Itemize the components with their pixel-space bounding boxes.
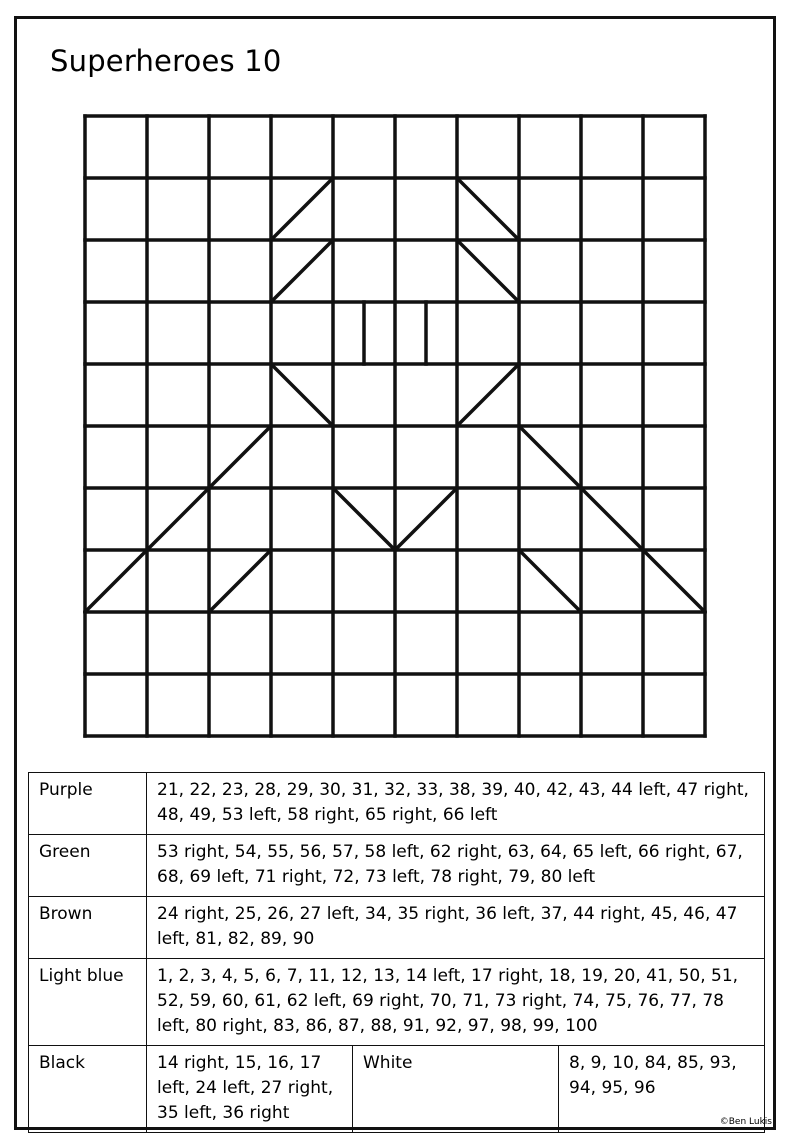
cell-diagonal — [519, 550, 581, 612]
color-key-table — [28, 772, 765, 1133]
key-cell-list: 14 right, 15, 16, 17 left, 24 left, 27 right, 35 left, 36 right — [147, 1046, 353, 1133]
cell-diagonal — [85, 550, 147, 612]
key-color-label: White — [353, 1046, 559, 1133]
cell-diagonal — [271, 178, 333, 240]
key-row-light-blue — [29, 959, 765, 1046]
cell-diagonal — [209, 550, 271, 612]
cell-diagonal — [581, 488, 643, 550]
cell-diagonal — [147, 488, 209, 550]
key-cell-list: 21, 22, 23, 28, 29, 30, 31, 32, 33, 38, 39, 40, 42, 43, 44 left, 47 right, 48, 49, 53 left, 58 right, 65 right, 66 left — [147, 773, 765, 835]
key-cell-list: 24 right, 25, 26, 27 left, 34, 35 right, 36 left, 37, 44 right, 45, 46, 47 left, 81, 82, 89, 90 — [147, 897, 765, 959]
key-cell-list: 53 right, 54, 55, 56, 57, 58 left, 62 right, 63, 64, 65 left, 66 right, 67, 68, 69 left, 71 right, 72, 73 left, 78 right, 79, 80 left — [147, 835, 765, 897]
cell-diagonal — [519, 426, 581, 488]
cell-diagonal — [457, 178, 519, 240]
cell-diagonal — [271, 364, 333, 426]
key-color-label: Purple — [29, 773, 147, 835]
key-row-brown — [29, 897, 765, 959]
cell-diagonal — [457, 240, 519, 302]
cell-diagonal — [457, 364, 519, 426]
key-row-green — [29, 835, 765, 897]
key-cell-list: 8, 9, 10, 84, 85, 93, 94, 95, 96 — [559, 1046, 765, 1133]
key-row-purple — [29, 773, 765, 835]
key-color-label: Brown — [29, 897, 147, 959]
cell-diagonal — [209, 426, 271, 488]
key-color-label: Green — [29, 835, 147, 897]
mystery-grid — [83, 114, 707, 738]
cell-diagonal — [271, 240, 333, 302]
cell-diagonal — [333, 488, 395, 550]
key-cell-list: 1, 2, 3, 4, 5, 6, 7, 11, 12, 13, 14 left, 17 right, 18, 19, 20, 41, 50, 51, 52, 59, 60, 61, 62 left, 69 right, 70, 71, 73 right, 74, 75, 76, 77, 78 left, 80 right, 83, 86, 87, 88, 91, 92, 97, 98, 99, 100 — [147, 959, 765, 1046]
key-row-black-white — [29, 1046, 765, 1133]
page-title: Superheroes 10 — [50, 44, 282, 78]
cell-diagonal — [643, 550, 705, 612]
key-color-label: Light blue — [29, 959, 147, 1046]
copyright-credit: ©Ben Lukis — [719, 1117, 772, 1127]
key-color-label: Black — [29, 1046, 147, 1133]
cell-diagonal — [395, 488, 457, 550]
